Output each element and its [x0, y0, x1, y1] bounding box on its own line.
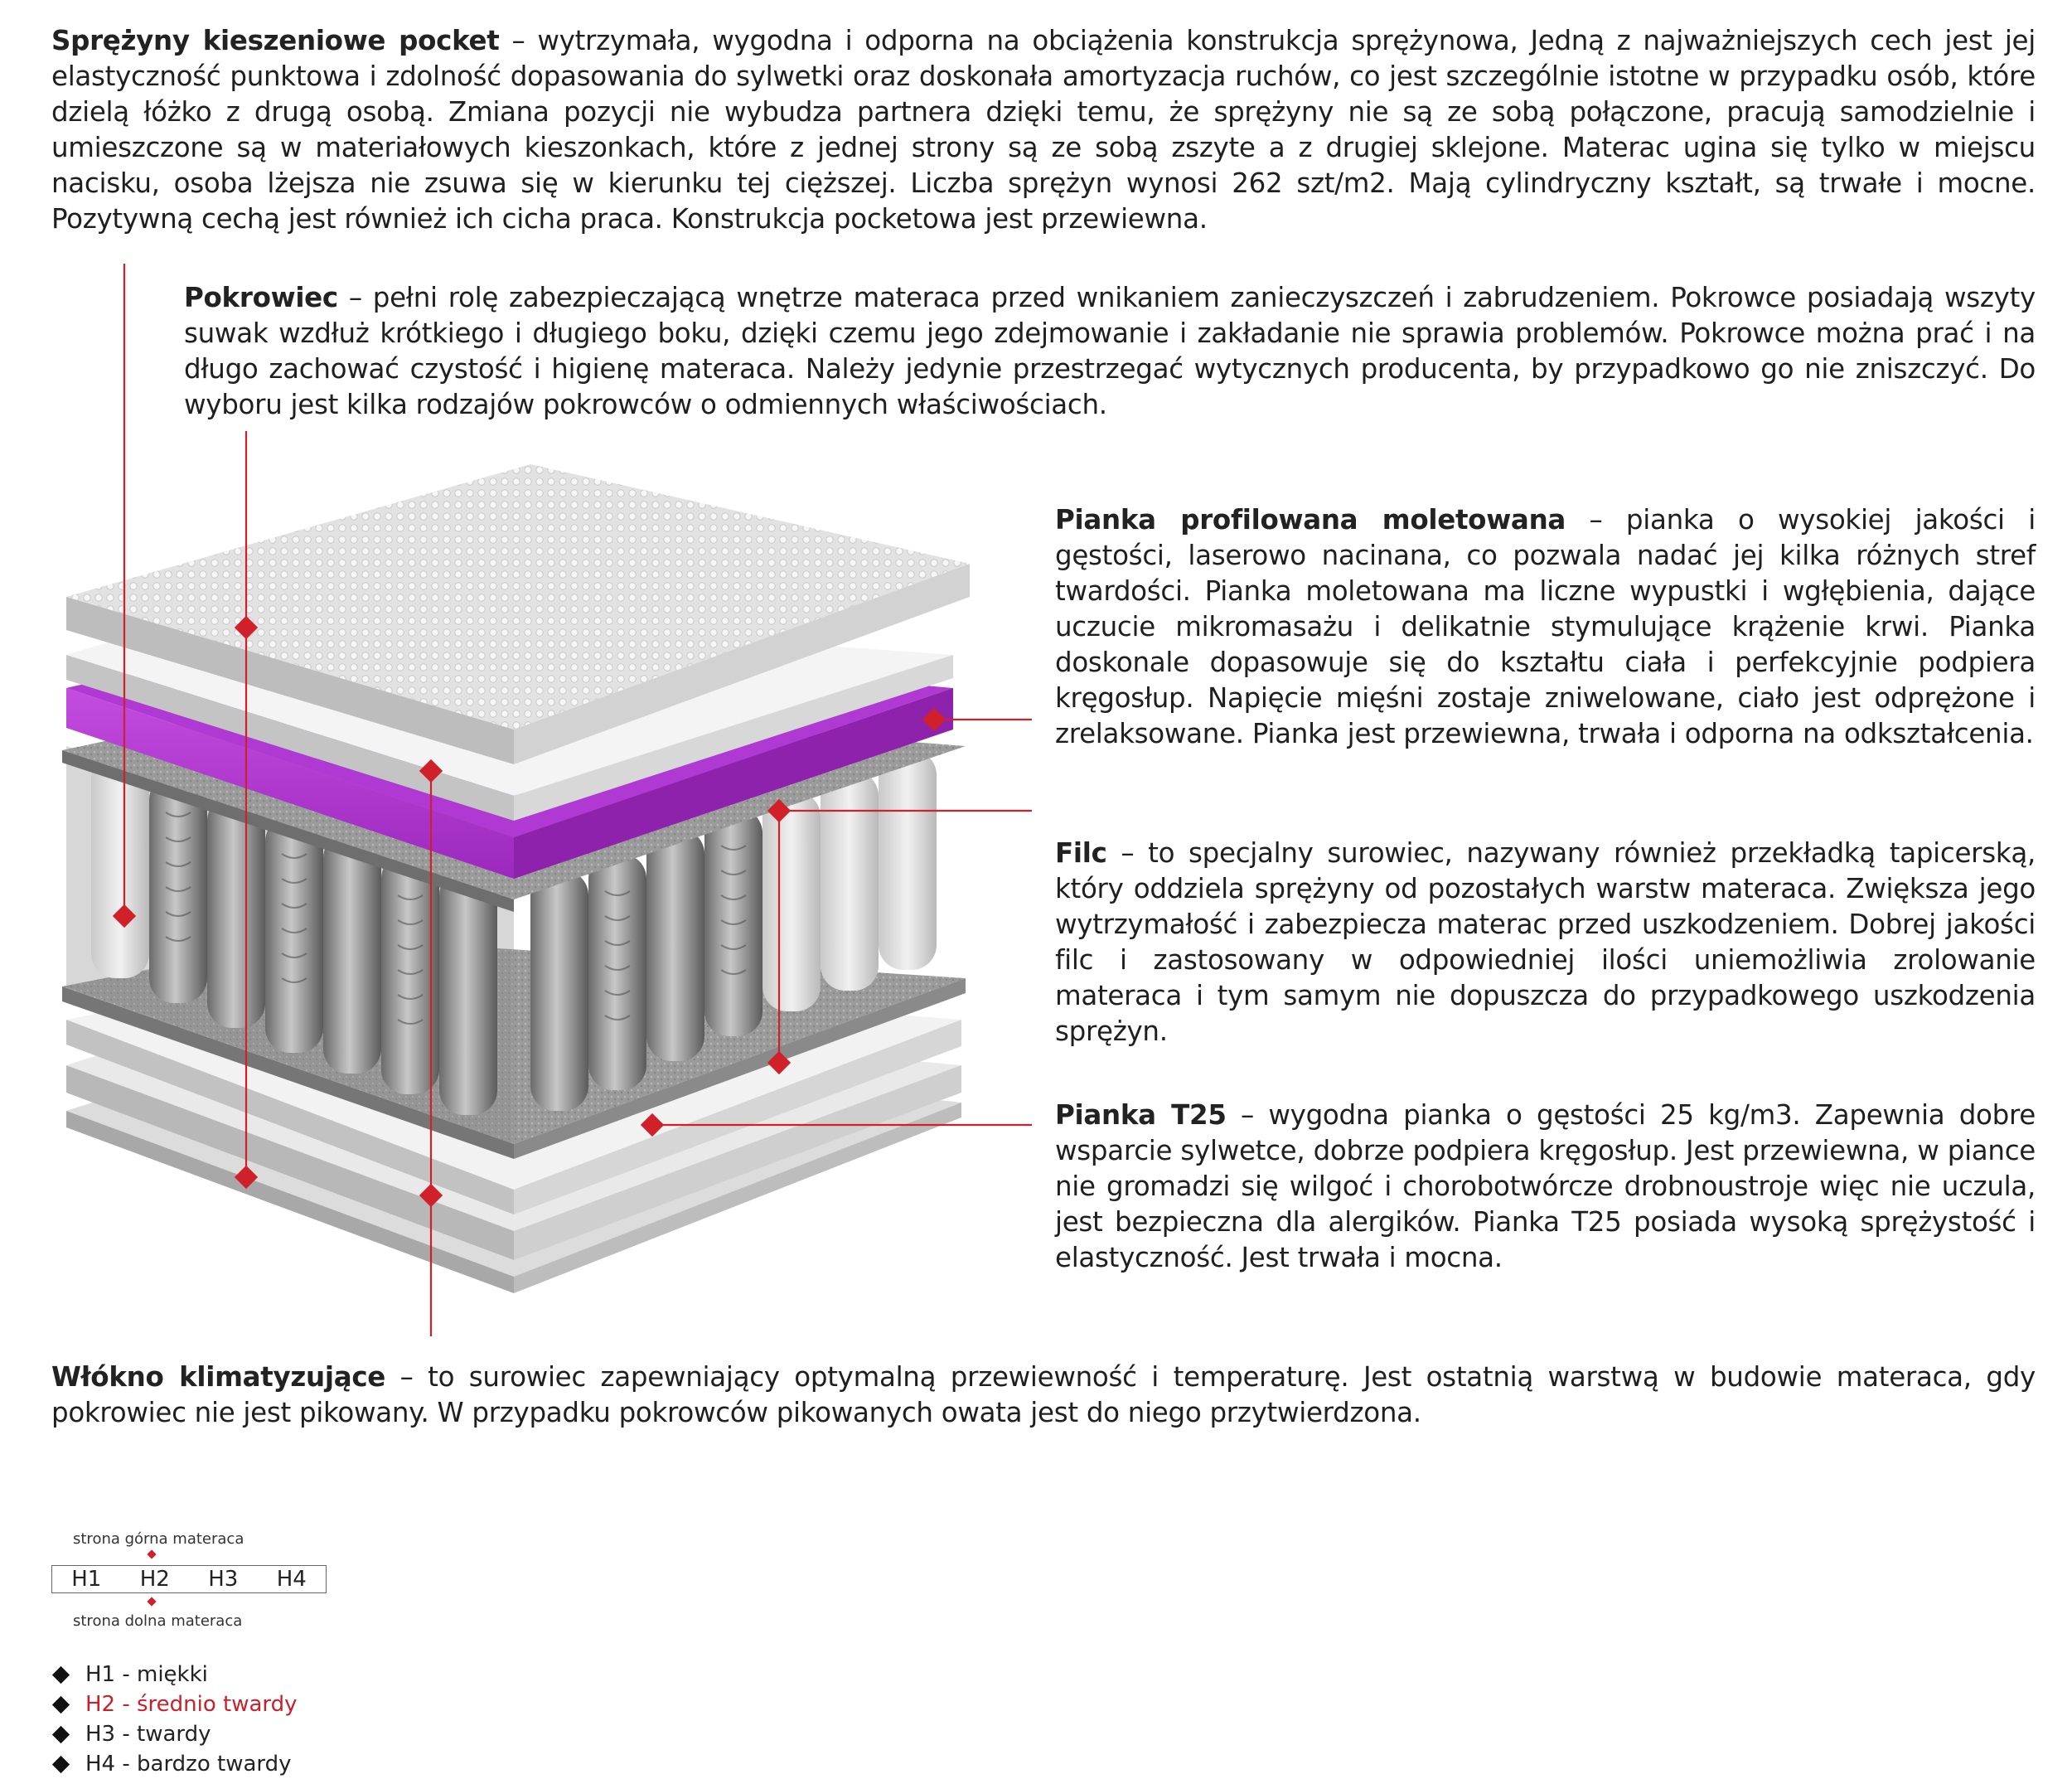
felt-text: – to specjalny surowiec, nazywany również przekładką tapicerską, który oddziela sprężyny od pozostałych warstw materaca. Zwiększa jego wytrzymałość i zabezpiecza materac przed uszkodzeniem. Dobrej jakości filc i zastosowany w odpowiedniej ilości uniemożliwia zrolowanie materaca i tym samym nie dopuszcza do przypadkowego uszkodzenia sprężyn. [1055, 837, 2036, 1047]
scale-top-caption: strona górna materaca [73, 1530, 244, 1548]
scale-level-h2: H2 [139, 1567, 170, 1592]
hardness-scale [51, 1565, 327, 1593]
legend-item-h3 [51, 1719, 298, 1749]
diamond-bullet-icon [52, 1695, 70, 1713]
diamond-bullet-icon [52, 1725, 70, 1743]
cover-title: Pokrowiec [184, 282, 338, 313]
profiled-foam-title: Pianka profilowana moletowana [1055, 504, 1566, 536]
t25-foam-title: Pianka T25 [1055, 1099, 1227, 1131]
scale-top-marker [146, 1549, 157, 1560]
legend-label: H2 - średnio twardy [85, 1692, 298, 1717]
cover-text: – pełni rolę zabezpieczającą wnętrze materaca przed wnikaniem zanieczyszczeń i zabrudzeniem. Pokrowce posiadają wszyty suwak wzdłuż krótkiego i długiego boku, dzięki czemu jego zdejmowanie i zakładanie nie sprawia problemów. Pokrowce można prać i na długo zachować czystość i higienę materaca. Należy jedynie przestrzegać wytycznych producenta, by przypadkowo go nie zniszczyć. Do wyboru jest kilka rodzajów pokrowców o odmiennych właściwościach. [184, 282, 2036, 420]
pocket-springs-title: Sprężyny kieszeniowe pocket [51, 25, 500, 56]
felt-title: Filc [1055, 837, 1107, 869]
diamond-bullet-icon [52, 1665, 70, 1683]
legend-item-h2 [51, 1689, 298, 1719]
legend-label: H4 - bardzo twardy [85, 1752, 292, 1777]
scale-level-h4: H4 [276, 1567, 307, 1592]
hardness-legend [51, 1660, 298, 1779]
scale-bottom-marker [146, 1596, 157, 1607]
diamond-bullet-icon [52, 1755, 70, 1772]
pocket-springs-text: – wytrzymała, wygodna i odporna na obciążenia konstrukcja sprężynowa, Jedną z najważniejszych cech jest jej elastyczność punktowa i zdolność dopasowania do sylwetki oraz doskonała amortyzacja ruchów, co jest szczególnie istotne w przypadku osób, które dzielą łóżko z drugą osobą. Zmiana pozycji nie wybudza partnera dzięki temu, że sprężyny nie są ze sobą połączone, pracują samodzielnie i umieszczone są w materiałowych kieszonkach, które z jednej strony są ze sobą zszyte a z drugiej sklejone. Materac ugina się tylko w miejscu nacisku, osoba lżejsza nie zsuwa się w kierunku tej cięższej. Liczba sprężyn wynosi 262 szt/m2. Mają cylindryczny kształt, są trwałe i mocne. Pozytywną cechą jest również ich cicha praca. Konstrukcja pocketowa jest przewiewna. [51, 25, 2036, 235]
scale-level-h1: H1 [71, 1567, 102, 1592]
legend-item-h4 [51, 1749, 298, 1779]
profiled-foam-text: – pianka o wysokiej jakości i gęstości, laserowo nacinana, co pozwala nadać jej kilka różnych stref twardości. Pianka moletowana ma liczne wypustki i wgłębienia, dające uczucie mikromasażu i delikatnie stymulujące krążenie krwi. Pianka doskonale dopasowuje się do kształtu ciała i perfekcyjnie podpiera kręgosłup. Napięcie mięśni zostaje zniwelowane, ciało jest odprężone i zrelaksowane. Pianka jest przewiewna, trwała i odporna na odkształcenia. [1055, 504, 2036, 749]
scale-bottom-caption: strona dolna materaca [73, 1612, 243, 1630]
legend-label: H1 - miękki [85, 1662, 208, 1687]
t25-foam-text: – wygodna pianka o gęstości 25 kg/m3. Zapewnia dobre wsparcie sylwetce, dobrze podpiera kręgosłup. Jest przewiewna, w piance nie gromadzi się wilgoć i chorobotwórcze drobnoustroje więc nie uczula, jest bezpieczna dla alergików. Pianka T25 posiada wysoką sprężystość i elastyczność. Jest trwała i mocna. [1055, 1099, 2036, 1273]
legend-item-h1 [51, 1660, 298, 1689]
legend-label: H3 - twardy [85, 1722, 211, 1747]
climate-fibre-text: – to surowiec zapewniający optymalną przewiewność i temperaturę. Jest ostatnią warstwą w budowie materaca, gdy pokrowiec nie jest pikowany. W przypadku pokrowców pikowanych owata jest do niego przytwierdzona. [51, 1361, 2036, 1428]
scale-level-h3: H3 [208, 1567, 239, 1592]
climate-fibre-title: Włókno klimatyzujące [51, 1361, 386, 1393]
